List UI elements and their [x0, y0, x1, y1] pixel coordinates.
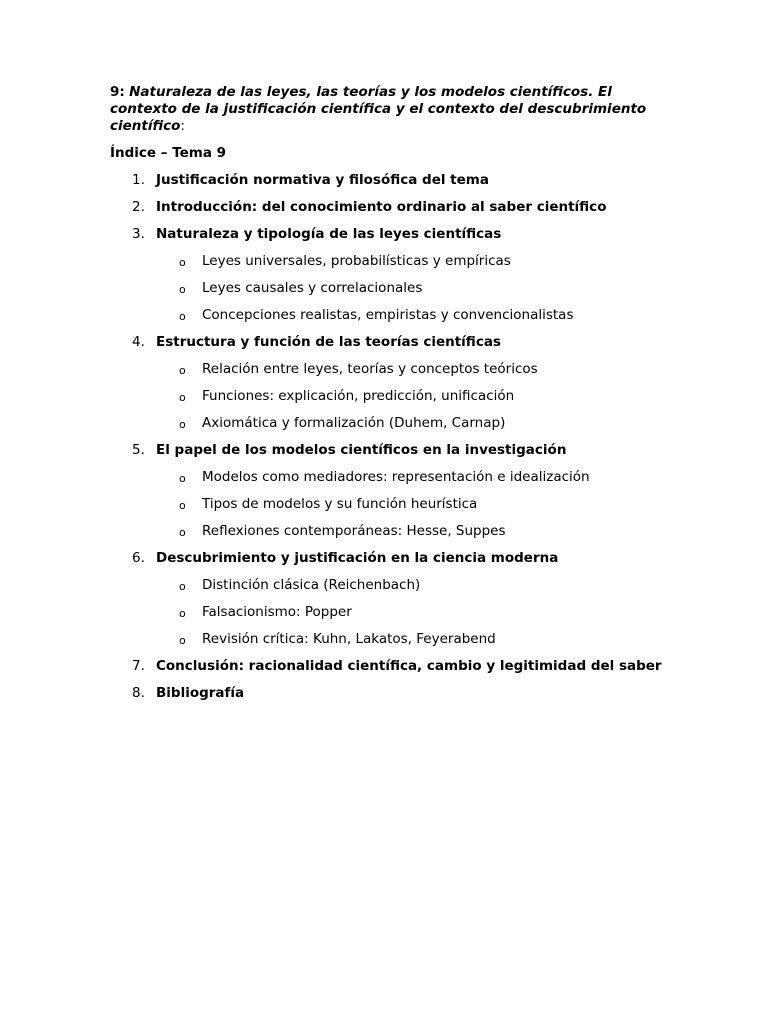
subitem: [156, 280, 670, 297]
circle-bullet-icon: o: [179, 526, 186, 539]
subitem-text: Leyes universales, probabilísticas y empíricas: [202, 253, 511, 269]
heading-suffix: :: [180, 118, 185, 134]
circle-bullet-icon: o: [179, 607, 186, 620]
subitem-text: Tipos de modelos y su función heurística: [202, 496, 478, 512]
index-item-number: 8.: [132, 685, 145, 701]
index-item-title: Justificación normativa y filosófica del tema: [156, 172, 489, 188]
subitem-list: [156, 253, 670, 324]
subitem-text: Distinción clásica (Reichenbach): [202, 577, 421, 593]
subitem: [156, 307, 670, 324]
index-item-number: 1.: [132, 172, 145, 188]
index-item: [110, 199, 670, 216]
subitem-text: Leyes causales y correlacionales: [202, 280, 423, 296]
document-heading: [110, 84, 670, 135]
subitem: [156, 604, 670, 621]
circle-bullet-icon: o: [179, 418, 186, 431]
index-item-number: 6.: [132, 550, 145, 566]
subitem-text: Reflexiones contemporáneas: Hesse, Suppes: [202, 523, 506, 539]
subitem: [156, 469, 670, 486]
subitem: [156, 631, 670, 648]
index-item-title: Naturaleza y tipología de las leyes científicas: [156, 226, 502, 242]
subitem-text: Revisión crítica: Kuhn, Lakatos, Feyerabend: [202, 631, 496, 647]
index-item-number: 7.: [132, 658, 145, 674]
index-item: [110, 550, 670, 648]
index-item: [110, 685, 670, 702]
index-item-number: 3.: [132, 226, 145, 242]
index-item: [110, 334, 670, 432]
subitem: [156, 415, 670, 432]
subitem-text: Falsacionismo: Popper: [202, 604, 352, 620]
subitem-text: Relación entre leyes, teorías y conceptos teóricos: [202, 361, 538, 377]
index-item-number: 5.: [132, 442, 145, 458]
circle-bullet-icon: o: [179, 256, 186, 269]
circle-bullet-icon: o: [179, 580, 186, 593]
heading-number: 9:: [110, 84, 125, 100]
subitem: [156, 388, 670, 405]
index-item-title: Bibliografía: [156, 685, 245, 701]
index-item-number: 2.: [132, 199, 145, 215]
subitem-text: Axiomática y formalización (Duhem, Carnap): [202, 415, 506, 431]
index-item: [110, 226, 670, 324]
circle-bullet-icon: o: [179, 472, 186, 485]
subitem: [156, 577, 670, 594]
circle-bullet-icon: o: [179, 391, 186, 404]
subitem: [156, 361, 670, 378]
index-item-title: El papel de los modelos científicos en la investigación: [156, 442, 567, 458]
index-item-number: 4.: [132, 334, 145, 350]
index-list: [110, 172, 670, 702]
subitem: [156, 496, 670, 513]
circle-bullet-icon: o: [179, 364, 186, 377]
index-item: [110, 442, 670, 540]
circle-bullet-icon: o: [179, 283, 186, 296]
index-item-title: Conclusión: racionalidad científica, cambio y legitimidad del saber: [156, 658, 662, 674]
index-title: Índice – Tema 9: [110, 145, 227, 161]
subitem: [156, 253, 670, 270]
circle-bullet-icon: o: [179, 634, 186, 647]
subitem-text: Funciones: explicación, predicción, unificación: [202, 388, 515, 404]
subitem-text: Concepciones realistas, empiristas y convencionalistas: [202, 307, 574, 323]
index-item: [110, 658, 670, 675]
circle-bullet-icon: o: [179, 499, 186, 512]
index-item-title: Introducción: del conocimiento ordinario al saber científico: [156, 199, 607, 215]
index-item-title: Descubrimiento y justificación en la ciencia moderna: [156, 550, 559, 566]
document-page: [110, 84, 670, 712]
circle-bullet-icon: o: [179, 310, 186, 323]
subitem-list: [156, 361, 670, 432]
subitem-list: [156, 577, 670, 648]
index-item-title: Estructura y función de las teorías científicas: [156, 334, 501, 350]
subitem-list: [156, 469, 670, 540]
index-item: [110, 172, 670, 189]
subitem: [156, 523, 670, 540]
subitem-text: Modelos como mediadores: representación e idealización: [202, 469, 590, 485]
heading-title: Naturaleza de las leyes, las teorías y los modelos científicos. El contexto de la justificación científica y el contexto del descubrimiento científico: [110, 84, 647, 134]
